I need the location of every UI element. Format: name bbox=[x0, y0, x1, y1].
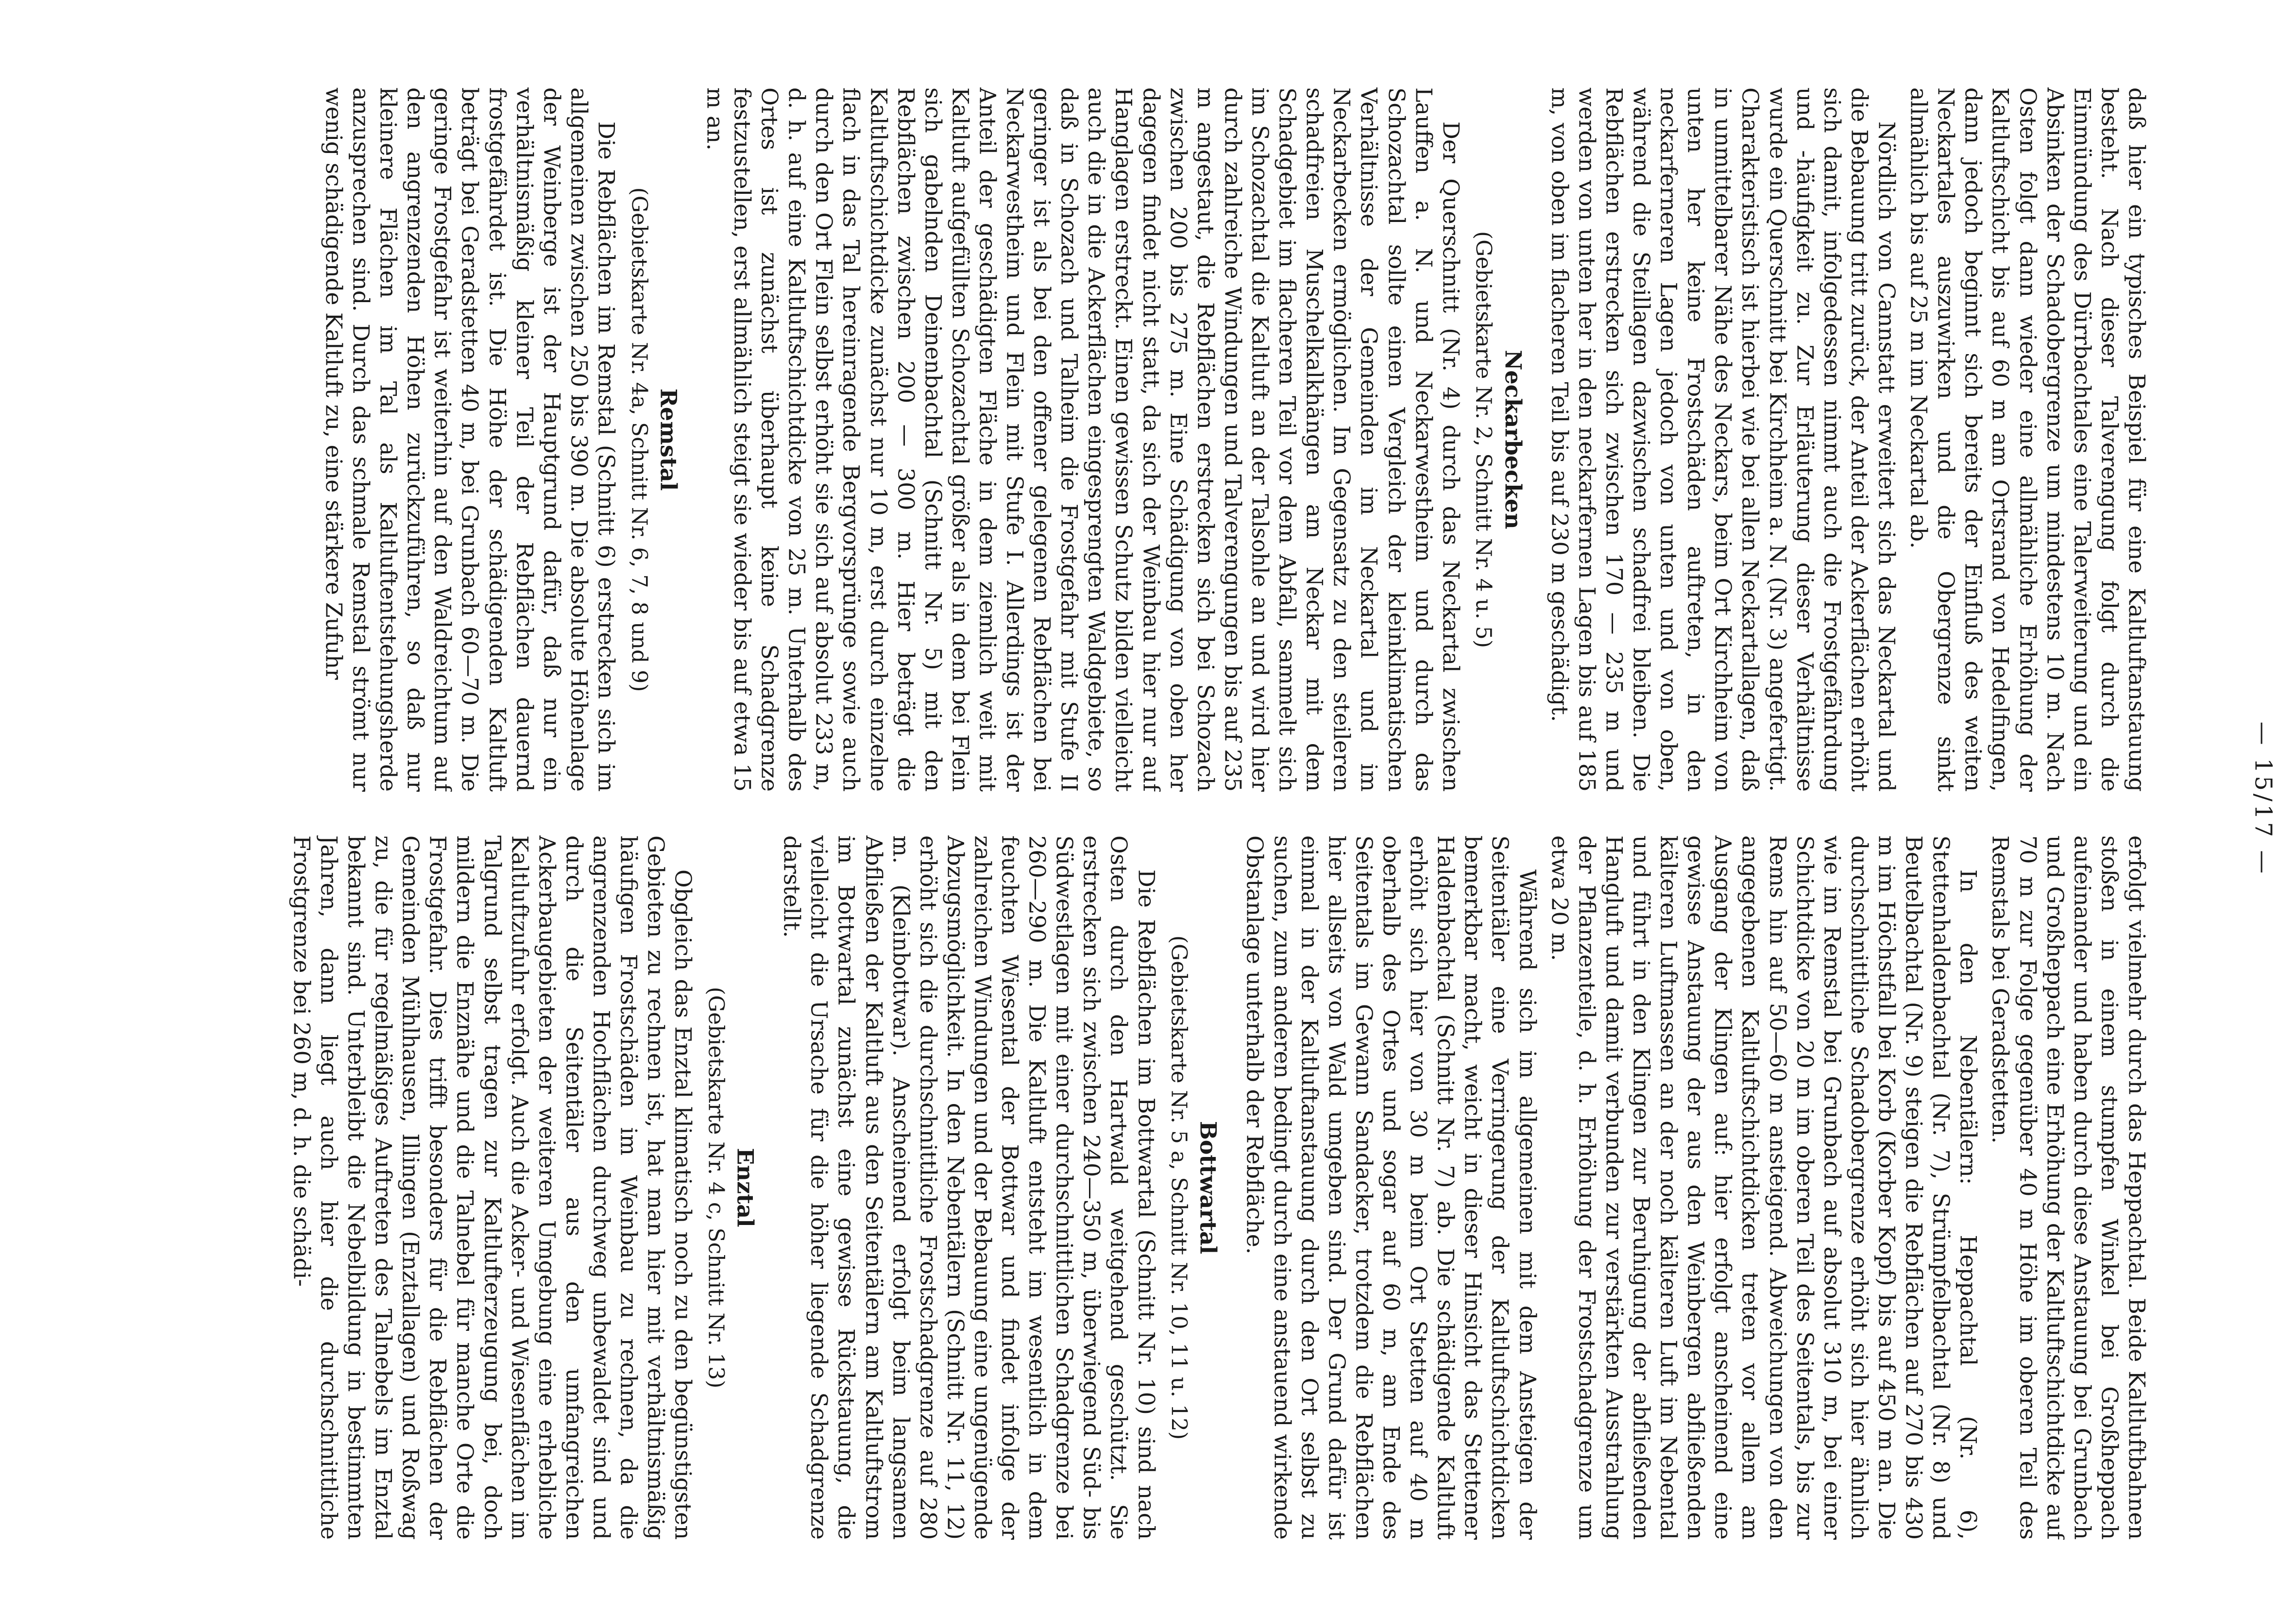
paragraph: Obgleich das Enztal klimatisch noch zu den begünstigsten Gebieten zu rechnen ist, hat man hier mit verhältnismäßig häufigen Frostschäden im Weinbau zu rechnen, da die angrenzenden Hochflächen durchweg unbewaldet sind und durch die Seitentäler aus den umfangreichen Ackerbaugebieten der weiteren Umgebung eine erhebliche Kaltluftzufuhr erfolgt. Auch die Acker- und Wiesenflächen im Talgrund selbst tragen zur Kaltlufterzeugung bei, doch mildern die Enznähe und die Talnebel für manche Orte die Frostgefahr. Dies trifft besonders für die Rebflächen der Gemeinden Mühlhausen, Illingen (Enztallagen) und Roßwag zu, die für regelmäßiges Auftreten des Talnebels im Enztal bekannt sind. Unterbleibt die Nebelbildung in bestimmten Jahren, dann liegt auch hier die durchschnittliche Frostgrenze bei 260 m, d. h. die schädi- bbox=[288, 835, 697, 1540]
paragraph: daß hier ein typisches Beispiel für eine Kaltluftanstauung besteht. Nach dieser Talverengung folgt durch die Einmündung des Dürrbachtales eine Talerweiterung und ein Absinken der Schadobergrenze um mindestens 10 m. Nach Osten folgt dann wieder eine allmähliche Erhöhung der Kaltluftschicht bis auf 60 m am Ortsrand von Hedelfingen, dann jedoch beginnt sich bereits der Einfluß des weiten Neckartales auszuwirken und die Obergrenze sinkt allmählich bis auf 25 m im Neckartal ab. bbox=[1905, 87, 2150, 792]
left-column bbox=[86, 87, 2150, 792]
section-reference: (Gebietskarte Nr. 2, Schnitt Nr. 4 u. 5) bbox=[1471, 231, 1496, 648]
right-column bbox=[86, 835, 2150, 1540]
section-heading-enztal: Enztal bbox=[732, 1148, 759, 1227]
section-reference: (Gebietskarte Nr. 4 c, Schnitt Nr. 13) bbox=[703, 986, 728, 1389]
paragraph: In den Nebentälern: Heppachtal (Nr. 6), Stettenhaldenbachtal (Nr. 7), Strümpfelbachtal (Nr. 8) und Beutelbachtal (Nr. 9) steigen die Rebflächen auf 270 bis 430 m im Höchstfall bei Korb (Korber Kopf) bis auf 450 m an. Die durchschnittliche Schadobergrenze erhöht sich hier ähnlich wie im Remstal bei Grunbach auf absolut 310 m, bei einer Schichtdicke von 20 m im oberen Teil des Seitentals, bis zur Rems hin auf 50—60 m ansteigend. Abweichungen von den angegebenen Kaltluftschichtdicken treten vor allem am Ausgang der Klingen auf: hier erfolgt anscheinend eine gewisse Anstauung der aus den Weinbergen abfließenden kälteren Luftmassen an der noch kälteren Luft im Nebental und führt in den Klingen zur Beruhigung der abfließenden Hangluft und damit verbunden zur verstärkten Ausstrahlung der Pflanzenteile, d. h. Erhöhung der Frostschadgrenze um etwa 20 m. bbox=[1546, 835, 1982, 1540]
paragraph: Während sich im allgemeinen mit dem Ansteigen der Seitentäler eine Verringerung der Kaltluftschichtdicken bemerkbar macht, weicht in dieser Hinsicht das Stettener Haldenbachtal (Schnitt Nr. 7) ab. Die schädigende Kaltluft erhöht sich hier von 30 m beim Ort Stetten auf 40 m oberhalb des Ortes und sogar auf 60 m, am Ende des Seitentals im Gewann Sandacker, trotzdem die Rebflächen hier allseits von Wald umgeben sind. Der Grund dafür ist einmal in der Kaltluftanstauung durch den Ort selbst zu suchen, zum anderen bedingt durch eine anstauend wirkende Obstanlage unterhalb der Rebfläche. bbox=[1242, 835, 1541, 1540]
section-heading-bottwartal: Bottwartal bbox=[1195, 1121, 1222, 1255]
section-heading-remstal: Remstal bbox=[655, 388, 681, 491]
page-number: — 15/17 — bbox=[2249, 721, 2277, 877]
paragraph: Nördlich von Cannstatt erweitert sich das Neckartal und die Bebauung tritt zurück, der Anteil der Ackerflächen erhöht sich damit, infolgedessen nimmt auch die Frostgefährdung und -häufigkeit zu. Zur Erläuterung dieser Verhältnisse wurde ein Querschnitt bei Kirchheim a. N. (Nr. 3) angefertigt. Charakteristisch ist hierbei wie bei allen Neckartallagen, daß in unmittelbarer Nähe des Neckars, beim Ort Kirchheim von unten her keine Frostschäden auftreten, in den neckarferneren Lagen jedoch von unten und von oben, während die Steillagen dazwischen schadfrei bleiben. Die Rebflächen erstrecken sich zwischen 170 — 235 m und werden von unten her in den neckarfernen Lagen bis auf 185 m, von oben im flacheren Teil bis auf 230 m geschädigt. bbox=[1546, 87, 1900, 792]
paragraph: Der Querschnitt (Nr. 4) durch das Neckartal zwischen Lauffen a. N. und Neckarwestheim und durch das Schozachtal sollte einen Vergleich der kleinklimatischen Verhältnisse der Gemeinden im Neckartal und im Neckarbecken ermöglichen. Im Gegensatz zu den steileren schadfreien Muschelkalkhängen am Neckar mit dem Schadgebiet im flacheren Teil vor dem Abfall, sammelt sich im Schozachtal die Kaltluft an der Talsohle an und wird hier durch zahlreiche Windungen und Talverengungen bis auf 235 m angestaut, die Rebflächen erstrecken sich bei Schozach zwischen 200 bis 275 m. Eine Schädigung von oben her dagegen findet nicht statt, da sich der Weinbau hier nur auf Hanglagen erstreckt. Einen gewissen Schutz bilden vielleicht auch die in die Ackerflächen eingesprengten Waldgebiete, so daß in Schozach und Talheim die Frostgefahr mit Stufe II geringer ist als bei den offener gelegenen Rebflächen bei Neckarwestheim und Flein mit Stufe I. Allerdings ist der Anteil der geschädigten Fläche in dem ziemlich weit mit Kaltluft aufgefüllten Schozachtal größer als in dem bei Flein sich gabelnden Deinenbachtal (Schnitt Nr. 5) mit den Rebflächen zwischen 200 — 300 m. Hier beträgt die Kaltluftschichtdicke zunächst nur 10 m, erst durch einzelne flach in das Tal hereinragende Bergvorsprünge sowie auch durch den Ort Flein selbst erhöht sie sich auf absolut 233 m, d. h. auf eine Kaltluftschichtdicke von 25 m. Unterhalb des Ortes ist zunächst überhaupt keine Schadgrenze festzustellen, erst allmählich steigt sie wieder bis auf etwa 15 m an. bbox=[701, 87, 1464, 792]
paragraph: Die Rebflächen im Remstal (Schnitt 6) erstrecken sich im allgemeinen zwischen 250 bis 390 m. Die absolute Höhenlage der Weinberge ist der Hauptgrund dafür, daß nur ein verhältnismäßig kleiner Teil der Rebflächen dauernd frostgefährdet ist. Die Höhe der schädigenden Kaltluft beträgt bei Geradstetten 40 m, bei Grunbach 60—70 m. Die geringe Frostgefahr ist weiterhin auf den Waldreichtum auf den angrenzenden Höhen zurückzuführen, so daß nur kleinere Flächen im Tal als Kaltluftentstehungsherde anzusprechen sind. Durch das schmale Remstal strömt nur wenig schädigende Kaltluft zu, eine stärkere Zufuhr bbox=[320, 87, 619, 792]
paragraph: Die Rebflächen im Bottwartal (Schnitt Nr. 10) sind nach Osten durch den Hartwald weitgehend geschützt. Sie erstrecken sich zwischen 240—350 m, überwiegend Süd- bis Südwestlagen mit einer durchschnittlichen Schadgrenze bei 260—290 m. Die Kaltluft entsteht im wesentlich in dem feuchten Wiesental der Bottwar und findet infolge der zahlreichen Windungen und der Bebauung eine ungenügende Abzugsmöglichkeit. In den Nebentälern (Schnitt Nr. 11, 12) erhöht sich die durchschnittliche Frostschadgrenze auf 280 m. (Kleinbottwar). Anscheinend erfolgt beim langsamen Abfließen der Kaltluft aus den Seitentälern am Kaltluftstrom im Bottwartal zunächst eine gewisse Rückstauung, die vielleicht die Ursache für die höher liegende Schadgrenze darstellt. bbox=[779, 835, 1159, 1540]
section-reference: (Gebietskarte Nr. 5 a, Schnitt Nr. 10, 11 u. 12) bbox=[1166, 935, 1191, 1440]
paragraph: erfolgt vielmehr durch das Heppachtal. Beide Kaltluftbahnen stoßen in einem stumpfen Winkel bei Großheppach aufeinander und haben durch diese Anstauung bei Grunbach und Großheppach eine Erhöhung der Kaltluftschichtdicke auf 70 m zur Folge gegenüber 40 m Höhe im oberen Teil des Remstals bei Geradstetten. bbox=[1987, 835, 2150, 1540]
section-reference: (Gebietskarte Nr. 4a, Schnitt Nr. 6, 7, 8 und 9) bbox=[626, 187, 651, 692]
section-heading-neckarbecken: Neckarbecken bbox=[1499, 350, 1526, 529]
